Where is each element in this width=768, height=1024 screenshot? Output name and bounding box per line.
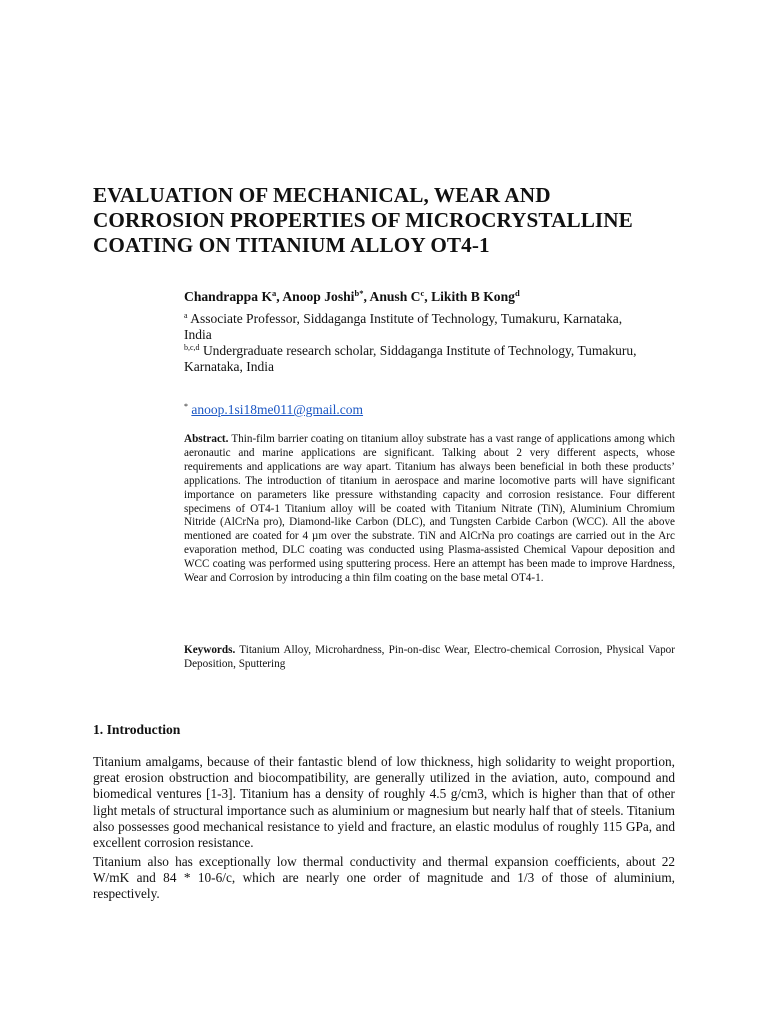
author-superscript: d bbox=[514, 288, 520, 298]
corresponding-email bbox=[184, 402, 363, 418]
keywords-label: Keywords. bbox=[184, 644, 236, 656]
affiliation-line bbox=[184, 311, 684, 327]
keywords bbox=[184, 643, 675, 671]
author-list bbox=[184, 289, 520, 305]
affiliation-superscript: a bbox=[184, 311, 188, 320]
author-superscript: a bbox=[272, 288, 277, 298]
body-paragraph: Titanium also has exceptionally low thermal conductivity and thermal expansion coefficients, about 22 W/mK and 84 * 10-6/c, which are nearly one order of magnitude and 1/3 of those of aluminium, respectively. bbox=[93, 854, 675, 902]
title-line: EVALUATION OF MECHANICAL, WEAR AND bbox=[93, 183, 551, 207]
title-line: COATING ON TITANIUM ALLOY OT4-1 bbox=[93, 233, 490, 257]
affiliation-line: Karnataka, India bbox=[184, 359, 274, 374]
abstract bbox=[184, 433, 675, 586]
author-superscript: b* bbox=[354, 288, 364, 298]
body-paragraph: Titanium amalgams, because of their fantastic blend of low thickness, high solidarity to weight proportion, great erosion obstruction and biocompatibility, are generally utilized in the aviation, auto, compound and biomedical ventures [1-3]. Titanium has a density of roughly 4.5 g/cm3, which is higher than that of other light metals of structural importance such as aluminium or magnesium but nearly half that of steels. Titanium also possesses good mechanical resistance to yield and fracture, an elastic modulus of roughly 115 GPa, and excellent corrosion resistance. bbox=[93, 754, 675, 851]
title-line: CORROSION PROPERTIES OF MICROCRYSTALLINE bbox=[93, 208, 633, 232]
author-name: Anush C bbox=[369, 289, 421, 304]
affiliation-superscript: b,c,d bbox=[184, 343, 200, 352]
abstract-text: Thin-film barrier coating on titanium alloy substrate has a vast range of applications among which aeronautic and marine applications are significant. Talking about 2 very different aspects, whose requirements and applications are way apart. Titanium has always been beneficial in both these products’ applications. The introduction of titanium in aerospace and marine locomotive parts will have significant importance on parameters like pressure withstanding capacity and corrosion resistance. Four different specimens of OT4-1 Titanium alloy will be coated with Titanium Nitrate (TiN), Aluminium Chromium Nitride (AlCrNa pro), Diamond-like Carbon (DLC), and Tungsten Carbide Carbon (WCC). All the above mentioned are coated for 4 µm over the substrate. TiN and AlCrNa pro coatings are carried out in the Arc evaporation method, DLC coating was conducted using Plasma-assisted Chemical Vapour deposition and WCC coating was performed using sputtering process. Here an attempt has been made to improve Hardness, Wear and Corrosion by introducing a thin film coating on the base metal OT4-1. bbox=[184, 433, 675, 585]
author-separator: , bbox=[363, 289, 370, 304]
paper-title bbox=[93, 183, 693, 258]
author-superscript: c bbox=[420, 288, 425, 298]
affiliation bbox=[184, 311, 684, 343]
email-marker: * bbox=[184, 402, 188, 411]
affiliation-line bbox=[184, 343, 684, 359]
affiliation-text: Undergraduate research scholar, Siddaganga Institute of Technology, Tumakuru, bbox=[202, 343, 637, 358]
section-heading: 1. Introduction bbox=[93, 722, 181, 737]
keywords-text: Titanium Alloy, Microhardness, Pin-on-disc Wear, Electro-chemical Corrosion, Physical Vapor Deposition, Sputtering bbox=[184, 644, 675, 670]
affiliation bbox=[184, 343, 684, 375]
author-name: Likith B Kong bbox=[431, 289, 515, 304]
author-name: Chandrappa K bbox=[184, 289, 273, 304]
email-link[interactable]: anoop.1si18me011@gmail.com bbox=[191, 402, 364, 417]
author-separator: , bbox=[424, 289, 432, 304]
affiliation-line: India bbox=[184, 327, 212, 342]
affiliation-text: Associate Professor, Siddaganga Institute of Technology, Tumakuru, Karnataka, bbox=[190, 311, 623, 326]
author-name: Anoop Joshi bbox=[282, 289, 355, 304]
author-separator: , bbox=[276, 289, 283, 304]
abstract-label: Abstract. bbox=[184, 433, 229, 445]
